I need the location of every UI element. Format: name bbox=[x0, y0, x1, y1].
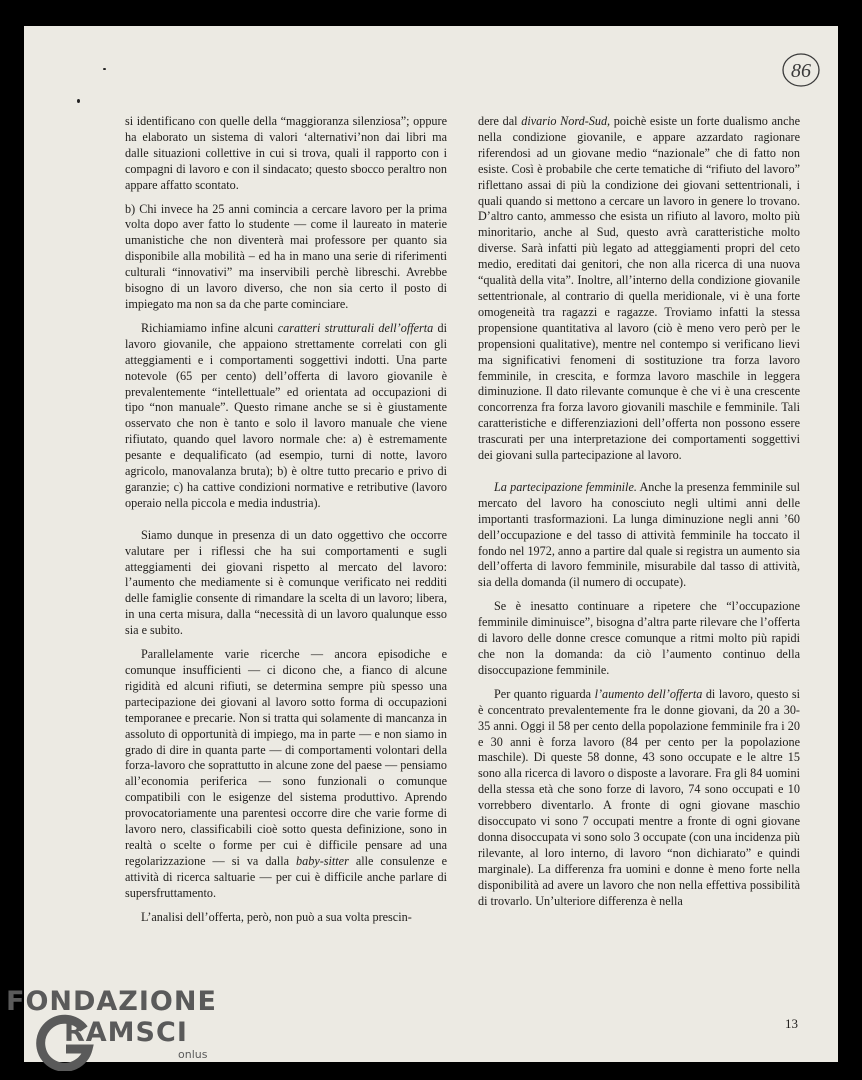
left-paragraph-2: b) Chi invece ha 25 anni comincia a cercare lavoro per la prima volta dopo aver fatto lo studente — come il laureato in materie umanistiche che non diventerà mai professore per quanto sia disponibile alla mobilità – ed ha in mano una serie di riferimenti culturali “innovativi” ma inservibili perchè libreschi. Avrebbe bisogno di un lavoro diverso, che non sia certo il posto di impiegato ma non sa da che parte cominciare. bbox=[125, 201, 447, 311]
watermark-line-3: onlus bbox=[178, 1048, 208, 1061]
text-run: Per quanto riguarda bbox=[494, 686, 595, 701]
left-paragraph-6: L’analisi dell’offerta, però, non può a sua volta prescin- bbox=[141, 909, 412, 924]
scan-speck bbox=[77, 99, 80, 103]
text-run: alle consulenze e attività di ricerca saltuarie — per cui è difficile anche parlare di supersfruttamento. bbox=[125, 853, 447, 900]
handwritten-page-number bbox=[781, 51, 821, 89]
left-paragraph-4: Siamo dunque in presenza di un dato oggettivo che occorre valutare per i riflessi che ha sui comportamenti e sugli atteggiamenti dei giovani rispetto al mercato del lavoro: l’aumento che mediamente si è comunque verificato nei redditi delle famiglie consente di rimandare la scelta di un lavoro; libera, in una certa misura, dalla “necessità di un lavoro qualunque esso sia e subito. bbox=[125, 527, 447, 638]
handwritten-number-text: 86 bbox=[791, 60, 811, 82]
left-paragraph-3 bbox=[125, 321, 447, 512]
right-paragraph-3: Se è inesatto continuare a ripetere che “l’occupazione femminile diminuisce”, bisogna d’altra parte rilevare che l’offerta di lavoro delle donne cresce comunque a ritmi molto più rapidi che non la domanda: da ciò l’aumento continuo della disoccupazione femminile. bbox=[478, 599, 800, 677]
handwritten-circle bbox=[781, 51, 821, 89]
watermark-logo bbox=[6, 986, 246, 1076]
right-column bbox=[478, 114, 800, 918]
italic-phrase: l’aumento dell’offerta bbox=[594, 686, 703, 701]
watermark-line-2: RAMSCI bbox=[64, 1017, 188, 1048]
text-run: dere dal bbox=[478, 114, 522, 128]
section-heading-italic: La partecipazione femminile. bbox=[494, 479, 637, 494]
watermark-line-1: FONDAZIONE bbox=[6, 986, 217, 1017]
left-column bbox=[125, 114, 447, 934]
right-paragraph-1 bbox=[478, 114, 800, 464]
page-number: 13 bbox=[785, 1016, 798, 1031]
scan-speck bbox=[103, 68, 106, 70]
text-run: di lavoro, questo si è concentrato prevalentemente fra le donne giovani, da 20 a 30-35 anni. Oggi il 58 per cento della popolazione femminile fra i 20 e 30 anni è forza lavoro (84 per cento per la popolazione maschile). Di queste 58 donne, 43 sono occupate e le altre 15 sono alla ricerca di lavoro o disposte a lavorare. Fra gli 84 uomini della stessa età che sono forze di lavoro, 74 sono occupati e 10 vorrebbero diventarlo. A fronte di ogni giovane maschio disoccupato vi sono 7 occupati mentre a fronte di ogni giovane donna disoccupata vi sono solo 3 occupate (con una incidenza più rilevante, al loro interno, di lavoro “non dichiarato” e quindi marginale). La differenza fra uomini e donne è meno forte nella disponibilità ad avere un lavoro che non nella effettiva possibilità di trovarlo. Un’ulteriore differenza è nella bbox=[478, 686, 800, 908]
left-paragraph-5 bbox=[125, 647, 447, 902]
text-run: Anche la presenza femminile sul mercato del lavoro ha conosciuto negli ultimi anni delle importanti trasformazioni. La lunga diminuzione negli anni ’60 dell’occupazione e del tasso di attività femminile ha toccato il fondo nel 1972, anno a partire dal quale si registra un aumento sia dell’offerta di lavoro femminile, misurabile dal tasso di attività, sia della domanda (il numero di occupate). bbox=[478, 479, 800, 590]
right-paragraph-2 bbox=[478, 480, 800, 591]
text-run: poichè esiste un forte dualismo anche nella condizione giovanile, e appare azzardato ragionare riferendosi ad un giovane medio “nazionale” che di fatto non esiste. Così è probabile che certe tematiche di “rifiuto del lavoro” riflettano assai di più la condizione dei giovani settentrionali, i quali quando si mettono a cercare un lavoro in genere lo trovano. D’altro canto, ammesso che esista un rifiuto al lavoro, molto più minoritario, anche al Sud, questo avrà caratteristiche molto diverse. Sarà infatti più legato ad atteggiamenti propri del ceto medio, ereditati dai genitori, che non alla ricerca di una nuova “qualità della vita”. Inoltre, all’interno della condizione giovanile settentrionale, al contrario di quella meridionale, vi è una forte omogeneità tra ragazzi e ragazze. Troviamo infatti la stessa propensione quantitativa al lavoro (ciò è meno vero però per le propensioni qualitative), mentre nel contempo si verificano lievi ma significativi fenomeni di sostituzione tra forza lavoro femminile, in crescita, e formza lavoro maschile in leggera diminuzione. Il dato rilevante comunque è che vi è una crescente concorrenza fra forza lavoro giovanili maschile e femminile. Tali caratteristiche e differenziazioni dell’offerta non possono essere trascurati per una interpretazione dei comportamenti soggettivi dei giovani sulla partecipazione al lavoro. bbox=[478, 114, 800, 463]
left-paragraph-1: si identificano con quelle della “maggioranza silenziosa”; oppure ha elaborato un sistema di valori ‘alternativi’non dai libri ma dalle situazioni collettive in cui si trova, quali il rapporto con i compagni di lavoro e con il sindacato; questo sbocco peraltro non appare affatto scontato. bbox=[125, 114, 447, 192]
italic-phrase: baby-sitter bbox=[296, 853, 349, 868]
italic-phrase: divario Nord-Sud, bbox=[521, 114, 611, 128]
text-run: di lavoro giovanile, che appaiono strettamente correlati con gli atteggiamenti e i comportamenti soggettivi indotti. Una parte notevole (65 per cento) dell’offerta di lavoro giovanile è prevalentemente “intellettuale” ed orientata ad occupazioni di tipo “non manuale”. Questo rimane anche se si è giustamente osservato che non è tanto e solo il lavoro manuale che viene rifiutato, quando quel lavoro normale che: a) è estremamente pesante e dequalificato (ad esempio, turni di notte, lavoro agricolo, manovalanza bruta); b) è oltre tutto precario e privo di garanzie; c) ha cattive condizioni normative e retributive (lavoro operaio nella piccola e media industria). bbox=[125, 320, 447, 510]
text-run: Parallelamente varie ricerche — ancora episodiche e comunque insufficienti — ci dicono che, a fianco di alcune rigidità ed alcuni rifiuti, se determina sempre più spesso una partecipazione dei giovani al lavoro sotto forma di occupazioni temporanee e precarie. Non si tratta qui solamente di mancanza in assoluto di opportunità di impiego, ma in parte — e non siamo in grado di dire in quanta parte — di comportamenti volontari della forza-lavoro che soprattutto in alcune zone del paese — pensiamo all’economia periferica — sono funzionali o comunque compatibili con le esigenze del sistema produttivo. Aprendo provocatoriamente una parentesi occorre dire che varie forme di lavoro nero, classificabili cioè sotto questa definizione, sono in realtà o scelte o forme per cui è difficile pensare ad una regolarizzazione — si va dalla bbox=[125, 647, 447, 868]
text-run: Richiamiamo infine alcuni bbox=[141, 320, 278, 335]
italic-phrase: caratteri strutturali dell’offerta bbox=[277, 320, 434, 335]
right-paragraph-4 bbox=[478, 687, 800, 910]
